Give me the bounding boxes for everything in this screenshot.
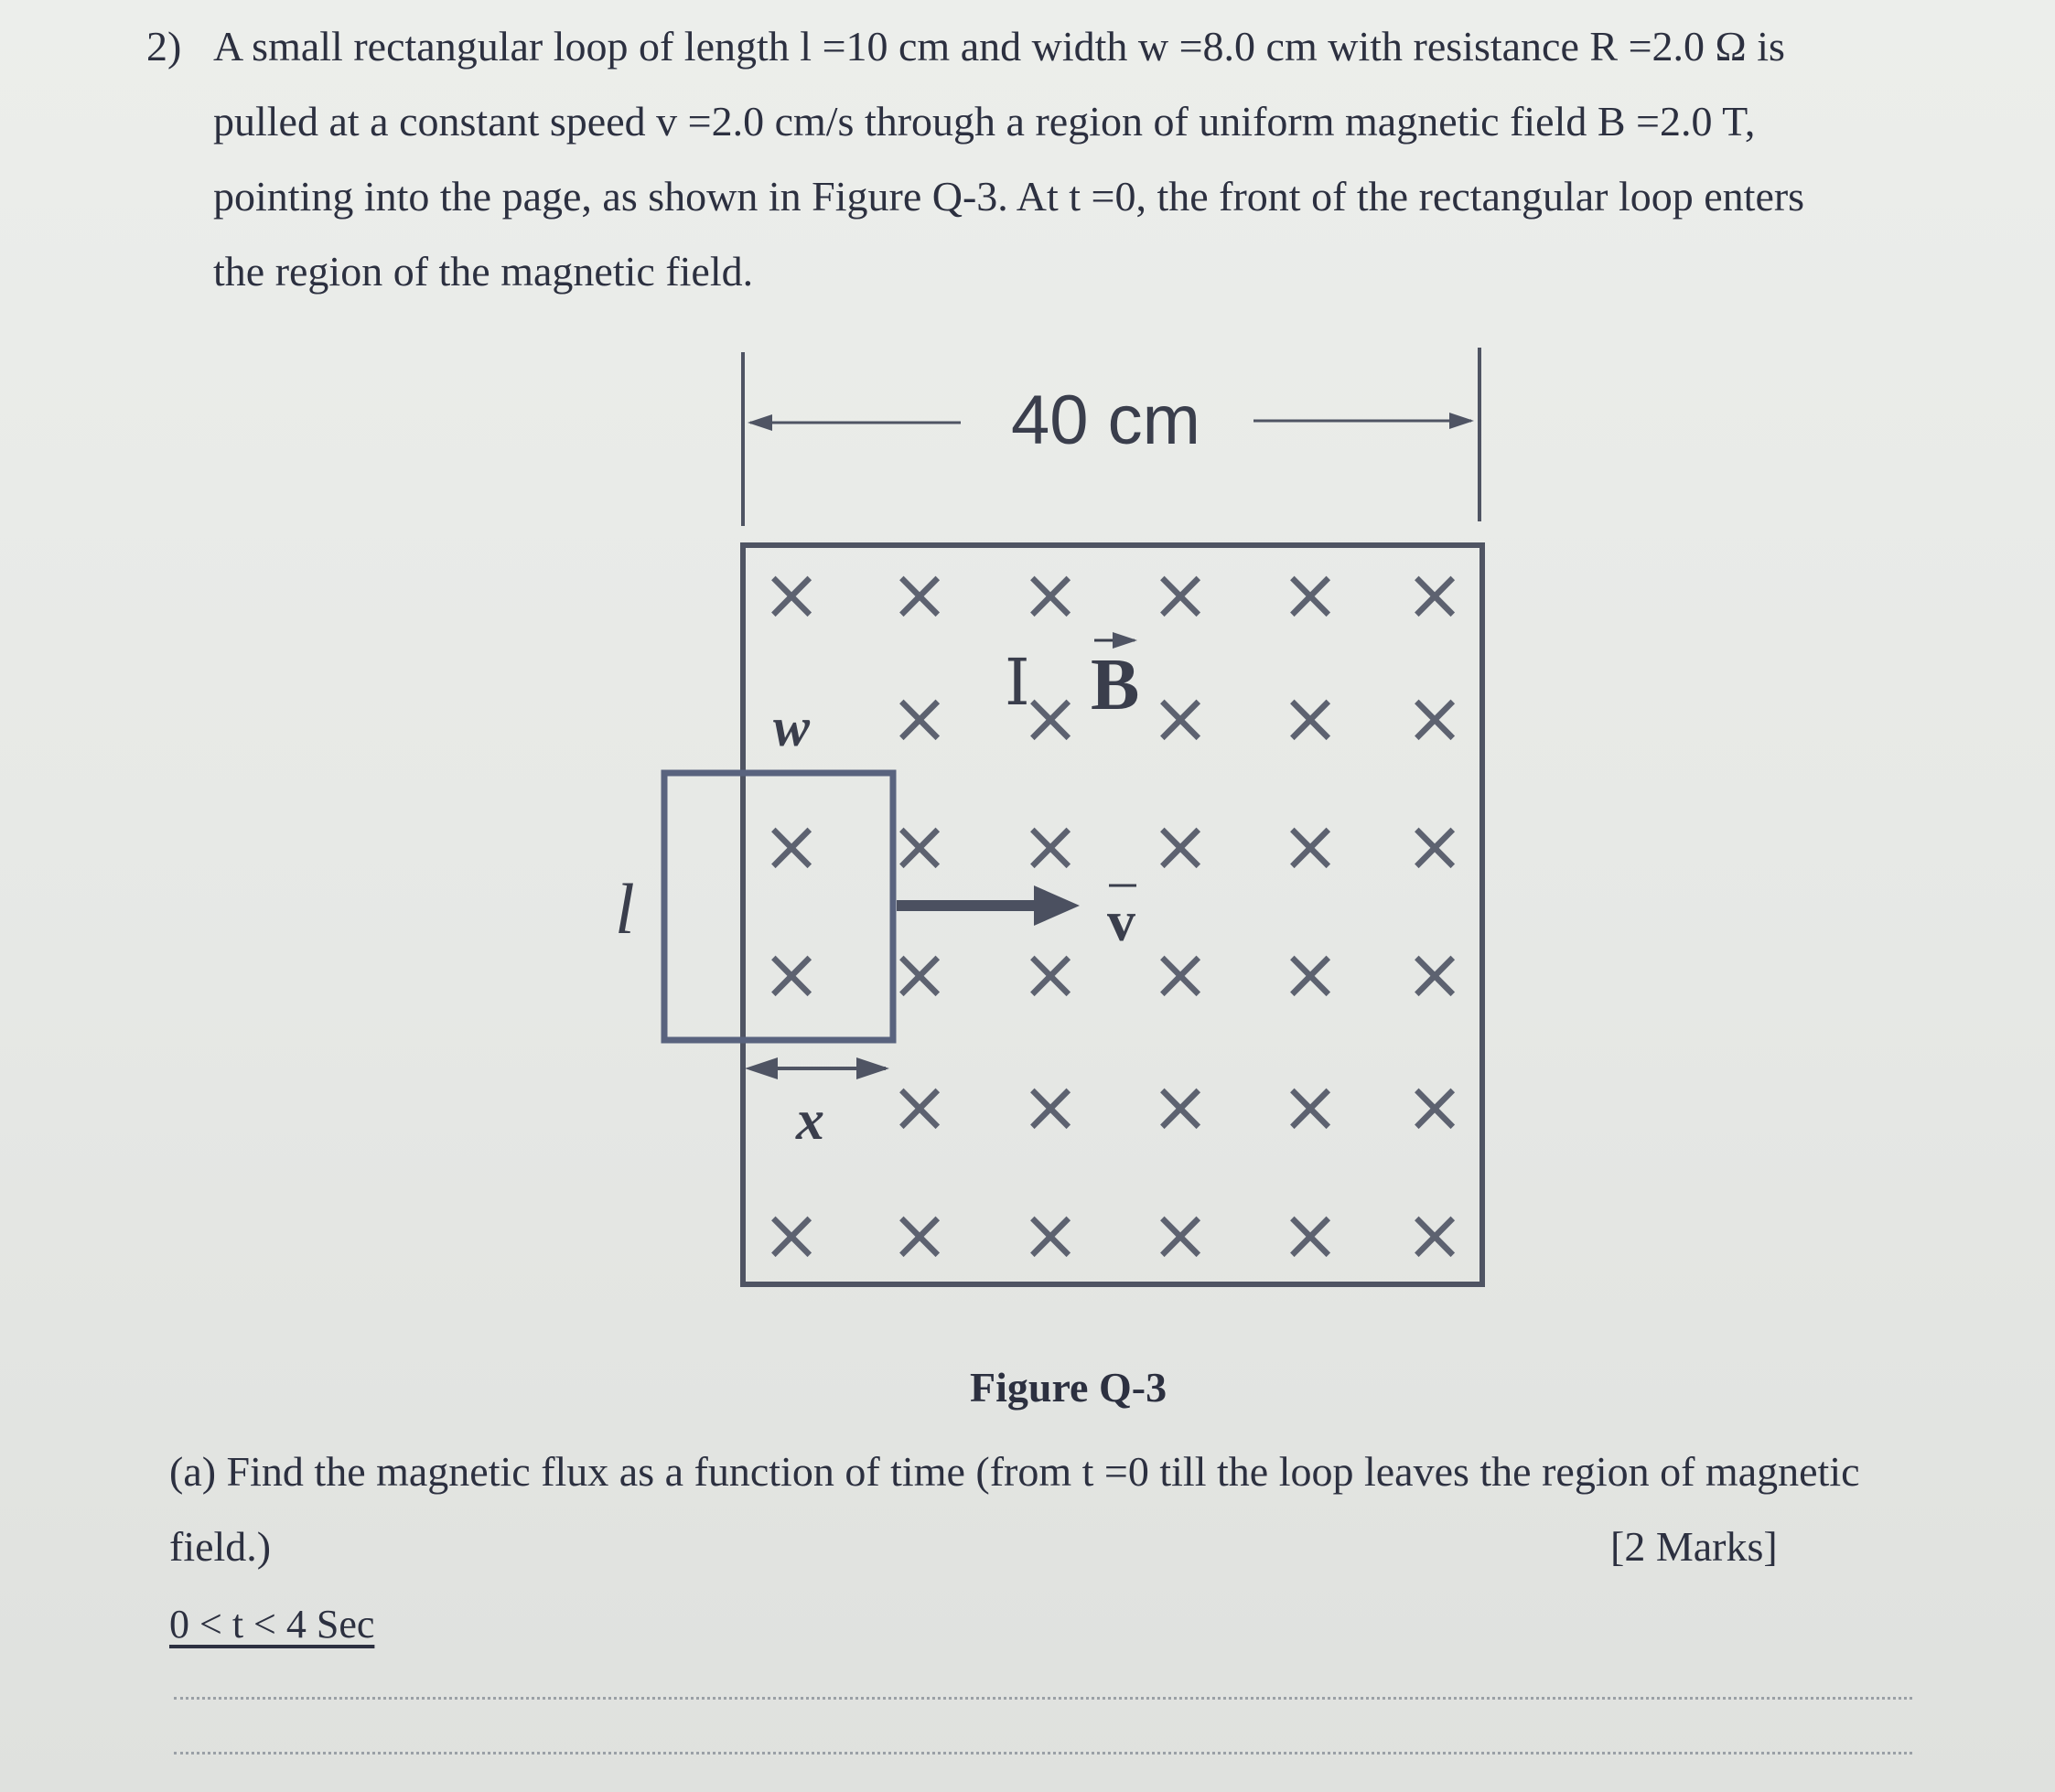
velocity-label: v bbox=[1107, 891, 1135, 953]
field-x-marker: × bbox=[889, 677, 950, 760]
marks-label: [2 Marks] bbox=[1610, 1523, 1778, 1570]
velocity-arrow-head bbox=[1034, 885, 1080, 926]
field-x-marker: × bbox=[761, 1194, 822, 1277]
field-x-marker: × bbox=[1020, 677, 1081, 760]
field-x-marker: × bbox=[1280, 677, 1340, 760]
field-label: B bbox=[1091, 645, 1140, 725]
field-x-marker: × bbox=[1150, 1066, 1210, 1149]
field-x-marker: × bbox=[889, 1194, 950, 1277]
field-x-marker: × bbox=[1020, 805, 1081, 888]
field-x-marker: × bbox=[889, 805, 950, 888]
stem-line: the region of the magnetic field. bbox=[213, 248, 754, 295]
part-a-line: field.) bbox=[169, 1523, 272, 1570]
field-x-marker: × bbox=[1020, 1066, 1081, 1149]
loop-width-label: w bbox=[773, 697, 811, 757]
displacement-label: x bbox=[796, 1089, 824, 1152]
field-x-marker: × bbox=[1150, 677, 1210, 760]
field-x-marker: × bbox=[889, 1066, 950, 1149]
field-x-marker: × bbox=[1020, 1194, 1081, 1277]
answer-line bbox=[174, 1697, 1912, 1700]
stem-line: pointing into the page, as shown in Figure Q-3. At t =0, the front of the rectangular loop enters bbox=[213, 173, 1805, 220]
field-x-marker: × bbox=[1150, 805, 1210, 888]
field-x-marker: × bbox=[889, 553, 950, 637]
field-x-marker: × bbox=[1280, 1066, 1340, 1149]
handwritten-answer: 0 < t < 4 Sec bbox=[169, 1602, 375, 1647]
field-x-marker: × bbox=[1404, 805, 1465, 888]
field-x-marker: × bbox=[1280, 805, 1340, 888]
field-x-marker: × bbox=[1020, 933, 1081, 1016]
field-x-marker: × bbox=[1150, 553, 1210, 637]
stem-line: pulled at a constant speed v =2.0 cm/s through a region of uniform magnetic field B =2.0 T, bbox=[213, 98, 1756, 145]
field-x-marker: × bbox=[1404, 677, 1465, 760]
field-x-marker: × bbox=[1150, 933, 1210, 1016]
figure-caption: Figure Q-3 bbox=[970, 1364, 1167, 1411]
field-x-marker: × bbox=[1404, 553, 1465, 637]
stem-line: A small rectangular loop of length l =10 cm and width w =8.0 cm with resistance R =2.0 Ω is bbox=[213, 23, 1785, 70]
field-x-marker: × bbox=[1280, 933, 1340, 1016]
answer-line bbox=[174, 1752, 1912, 1754]
field-x-marker: × bbox=[761, 553, 822, 637]
field-width-label: 40 cm bbox=[1011, 381, 1200, 459]
field-x-marker: × bbox=[1404, 933, 1465, 1016]
part-a-line: (a) Find the magnetic flux as a function of time (from t =0 till the loop leaves the region of magnetic bbox=[169, 1448, 1860, 1495]
field-x-marker: × bbox=[1404, 1194, 1465, 1277]
field-x-marker: × bbox=[1280, 553, 1340, 637]
field-x-marker: × bbox=[1150, 1194, 1210, 1277]
field-x-marker: × bbox=[761, 805, 822, 888]
field-x-marker: × bbox=[889, 933, 950, 1016]
loop-length-label: l bbox=[615, 869, 635, 949]
question-number: 2) bbox=[146, 23, 182, 70]
field-x-marker: × bbox=[761, 933, 822, 1016]
text-cursor-icon: I bbox=[1005, 645, 1030, 720]
field-x-marker: × bbox=[1404, 1066, 1465, 1149]
field-x-marker: × bbox=[1020, 553, 1081, 637]
field-x-marker: × bbox=[1280, 1194, 1340, 1277]
